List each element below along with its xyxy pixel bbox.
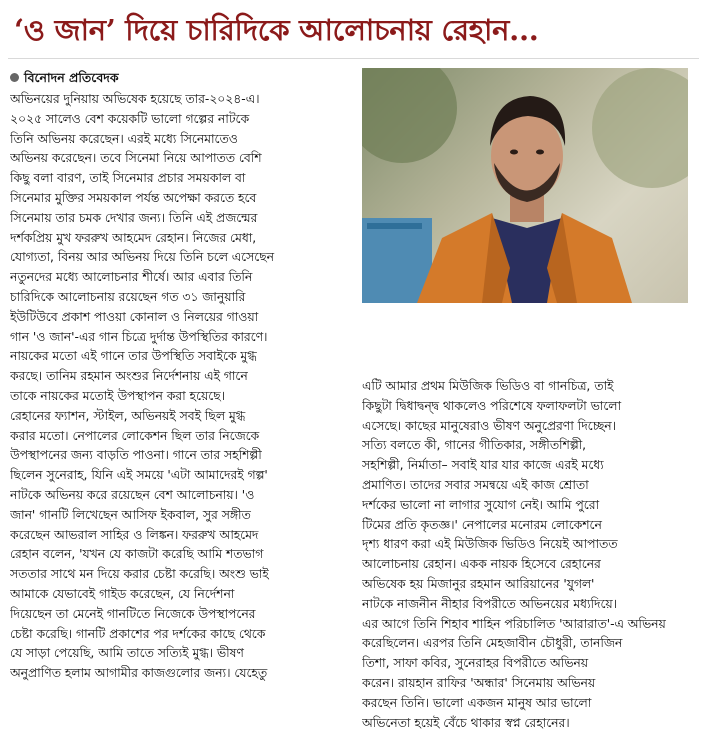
byline: [10, 70, 119, 86]
article-text-line: যোগ্যতা, বিনয় আর অভিনয় দিয়ে তিনি চলে এসেছেন: [10, 250, 274, 265]
article-text-line: নতুনদের মধ্যে আলোচনার শীর্ষে। আর এবার তিনি: [10, 270, 253, 285]
article-text-line: অনুপ্রাণিত হলাম আগামীর কাজগুলোর জন্য। যেহেতু: [10, 666, 268, 681]
article-text-line: অভিনয়ের দুনিয়ায় অভিষেক হয়েছে তার-২০২৪-এ।: [10, 92, 260, 106]
article-text-line: আলোচনায় রেহান। একক নায়ক হিসেবে রেহানের: [362, 557, 601, 572]
article-text-line: দর্শকের ভালো না লাগার সুযোগ নেই। আমি পুরো: [362, 497, 600, 512]
article-text-line: ছিলেন সুনেরাহ, যিনি এই সময়ে 'এটা আমাদেরই গল্প': [10, 468, 268, 483]
article-text-line: নায়কের মতো এই গানে তার উপস্থিতি সবাইকে মুগ্ধ: [10, 349, 257, 364]
article-text-line: দৃশ্য ধারণ করা এই মিউজিক ভিডিও নিয়েই আপাতত: [362, 537, 618, 552]
article-text-line: কিছুটা দ্বিধাদ্বন্দ্ব থাকলেও পরিশেষে ফলাফলটা ভালো: [362, 398, 622, 413]
article-text-line: এর আগে তিনি শিহাব শাহিন পরিচালিত 'আরারাত'-এ অভিনয়: [362, 616, 666, 631]
article-text-line: চেষ্টা করেছি। গানটি প্রকাশের পর দর্শকের কাছে থেকে: [10, 626, 266, 641]
headline-divider: [8, 58, 699, 59]
headline: ‘ও জান’ দিয়ে চারিদিকে আলোচনায় রেহান...: [14, 13, 539, 47]
article-text-line: করছে। তানিম রহমান অংশুর নির্দেশনায় এই গানে: [10, 369, 248, 384]
article-text-line: অভিষেক হয় মিজানুর রহমান আরিয়ানের 'যুগল': [362, 576, 595, 591]
article-text-line: দিয়েছেন তা মেনেই গানটিতে নিজেকে উপস্থাপনের: [10, 606, 256, 621]
article-text-line: তিনি অভিনয় করেছেন। এরই মধ্যে সিনেমাতেও: [10, 131, 238, 146]
article-text-line: ২০২৫ সালেও বেশ কয়েকটি ভালো গল্পের নাটকে: [10, 111, 250, 126]
article-text-line: সত্যি বলতে কী, গানের গীতিকার, সঙ্গীতশিল্পী,: [362, 438, 587, 453]
article-text-line: ইউটিউবে প্রকাশ পাওয়া কোনাল ও নিলয়ের গাওয়া: [10, 309, 259, 324]
article-text-line: করেন। রায়হান রাফির 'অন্ধার' সিনেমায় অভিনয়: [362, 675, 596, 690]
article-column-right: [362, 377, 698, 733]
article-text-line: করার মতো। নেপালের লোকেশন ছিল তার নিজেকে: [10, 428, 260, 443]
article-text-line: কিছু বলা বারণ, তাই সিনেমার প্রচার সময়কাল বা: [10, 171, 246, 186]
person-photo-illustration: [362, 68, 688, 303]
article-text-line: আমাকে যেভাবেই গাইড করেছেন, যে নির্দেশনা: [10, 586, 235, 601]
article-text-line: প্রমাণিত। তাদের সবার সমন্বয়ে এই কাজ শ্রোতা: [362, 477, 589, 492]
article-text-line: অভিনয় করেছেন। তবে সিনেমা নিয়ে আপাতত বেশি: [10, 151, 262, 166]
article-text-line: জান' গানটি লিখেছেন আসিফ ইকবাল, সুর সঙ্গীত: [10, 507, 251, 522]
article-text-line: চারিদিকে আলোচনায় রয়েছেন গত ৩১ জানুয়ারি: [10, 289, 246, 304]
article-text-line: তিশা, সাফা কবির, সুনেরাহর বিপরীতে অভিনয়: [362, 656, 588, 671]
article-text-line: করেছিলেন। এরপর তিনি মেহজাবীন চৌধুরী, তানজিন: [362, 636, 623, 651]
article-text-line: করেছেন আভরাল সাহির ও লিঙ্কন। ফররুখ আহমেদ: [10, 527, 259, 542]
article-text-line: রেহানের ফ্যাশন, স্টাইল, অভিনয়ই সবই ছিল মুগ্ধ: [10, 408, 246, 423]
article-text-line: সিনেমায় তার চমক দেখার জন্য। তিনি এই প্রজন্মের: [10, 210, 258, 225]
article-text-line: এটি আমার প্রথম মিউজিক ভিডিও বা গানচিত্র, তাই: [362, 379, 614, 393]
article-text-line: করছেন তিনি। ভালো একজন মানুষ আর ভালো: [362, 695, 592, 710]
article-text-line: অভিনেতা হয়েই বেঁচে থাকার স্বপ্ন রেহানের।: [362, 715, 570, 730]
article-text-line: যে সাড়া পেয়েছি, আমি তাতে সত্যিই মুগ্ধ। ভীষণ: [10, 646, 244, 661]
article-text-line: দর্শকপ্রিয় মুখ ফররুখ আহমেদ রেহান। নিজের মেধা,: [10, 230, 257, 245]
article-text-line: নাটকে নাজনীন নীহার বিপরীতে অভিনয়ের মধ্যদিয়ে।: [362, 596, 618, 611]
article-column-left: [10, 90, 346, 684]
article-text-line: রেহান বলেন, 'যখন যে কাজটা করেছি আমি শতভাগ: [10, 547, 264, 562]
article-text-line: উপস্থাপনের জন্য বাড়তি পাওনা। গানে তার সহশিল্পী: [10, 448, 262, 463]
article-text-line: সহশিল্পী, নির্মাতা– সবাই যার যার কাজে এরই মধ্যে: [362, 458, 604, 473]
article-photo: [362, 68, 688, 303]
article-text-line: গান 'ও জান'-এর গান চিত্রে দুর্দান্ত উপস্থিতির কারণে।: [10, 329, 268, 344]
article-text-line: নাটকে অভিনয় করে রয়েছেন বেশ আলোচনায়। 'ও: [10, 487, 255, 502]
article-text-line: সততার সাথে মন দিয়ে করার চেষ্টা করেছি। অংশু ভাই: [10, 567, 269, 582]
byline-text: বিনোদন প্রতিবেদক: [24, 70, 119, 85]
article-text-line: সিনেমার মুক্তির সময়কাল পর্যন্ত অপেক্ষা করতে হবে: [10, 190, 257, 205]
article-text-line: তাকে নায়কের মতোই উপস্থাপন করা হয়েছে।: [10, 388, 225, 403]
bullet-icon: [10, 73, 19, 82]
article-text-line: এসেছে। কাছের মানুষেরাও ভীষণ অনুপ্রেরণা দিচ্ছেন।: [362, 418, 616, 433]
article-text-line: টিমের প্রতি কৃতজ্ঞ।' নেপালের মনোরম লোকেশনে: [362, 517, 602, 532]
